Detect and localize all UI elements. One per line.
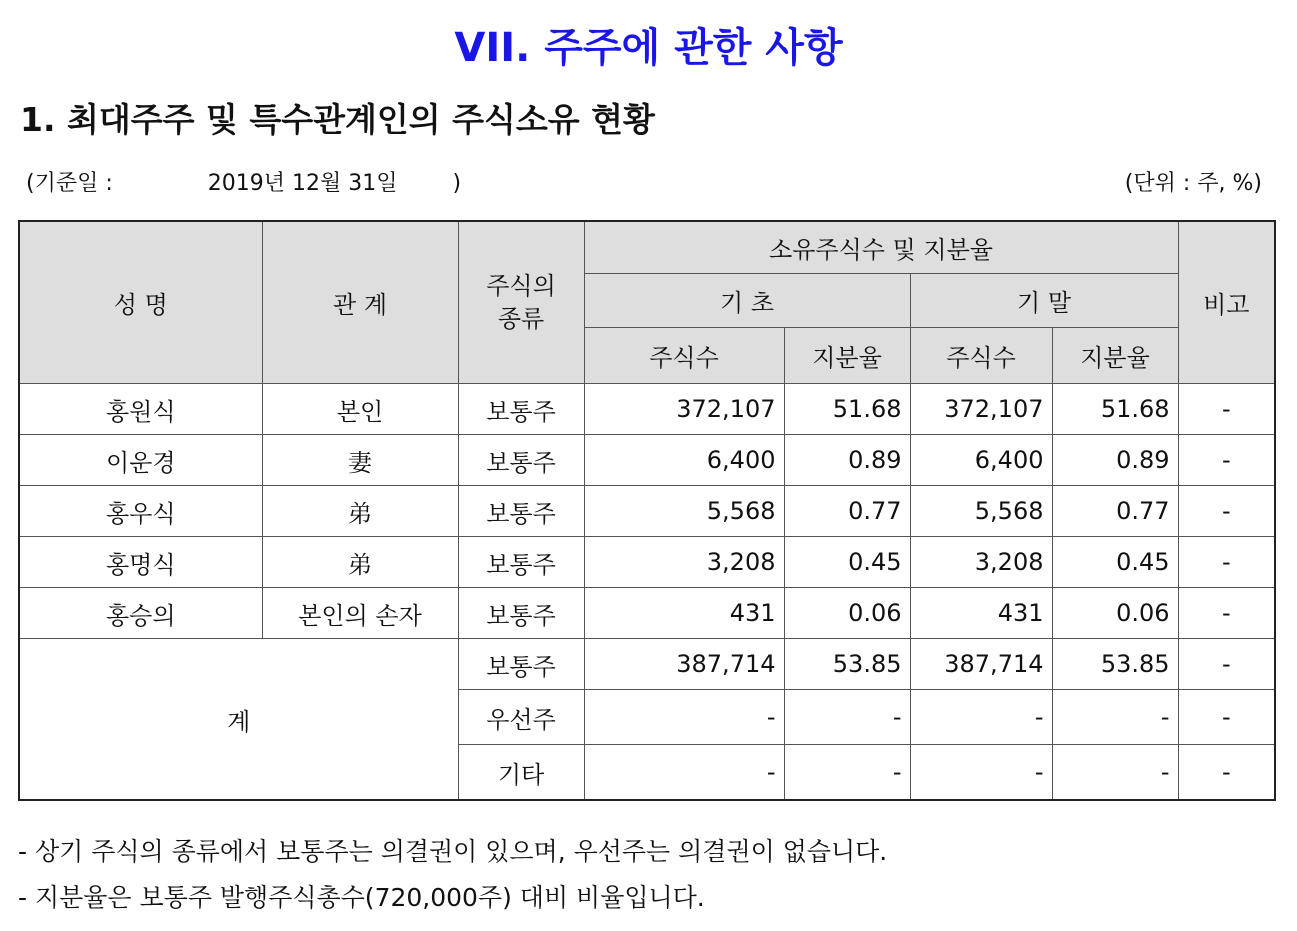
- cell-relation: 弟: [262, 486, 458, 537]
- page-subtitle: 1. 최대주주 및 특수관계인의 주식소유 현황: [20, 100, 655, 139]
- header-holdings: 소유주식수 및 지분율: [584, 221, 1178, 274]
- cell-begin-shares: 6,400: [584, 435, 784, 486]
- table-row: [19, 384, 1275, 435]
- table-row: [19, 588, 1275, 639]
- cell-end-shares: 372,107: [910, 384, 1052, 435]
- header-note: 비고: [1178, 221, 1275, 384]
- table-row: [19, 537, 1275, 588]
- cell-begin-ratio: 51.68: [784, 384, 910, 435]
- cell-end-ratio: 53.85: [1052, 639, 1178, 690]
- table-row: [19, 486, 1275, 537]
- unit-label: (단위 : 주, %): [1124, 171, 1262, 196]
- cell-begin-shares: -: [584, 745, 784, 801]
- cell-type: 기타: [458, 745, 584, 801]
- cell-end-ratio: -: [1052, 690, 1178, 745]
- cell-note: -: [1178, 745, 1275, 801]
- header-end-shares: 주식수: [910, 328, 1052, 384]
- cell-type: 보통주: [458, 384, 584, 435]
- cell-begin-shares: -: [584, 690, 784, 745]
- cell-name: 홍명식: [19, 537, 262, 588]
- header-begin-shares: 주식수: [584, 328, 784, 384]
- cell-relation: 본인: [262, 384, 458, 435]
- cell-relation: 본인의 손자: [262, 588, 458, 639]
- cell-note: -: [1178, 690, 1275, 745]
- cell-name: 이운경: [19, 435, 262, 486]
- total-row: [19, 639, 1275, 690]
- header-begin-ratio: 지분율: [784, 328, 910, 384]
- base-date-line: [26, 166, 461, 197]
- header-begin: 기 초: [584, 274, 910, 328]
- header-end-ratio: 지분율: [1052, 328, 1178, 384]
- cell-begin-ratio: -: [784, 745, 910, 801]
- base-date-value: 2019년 12월 31일: [207, 171, 398, 196]
- cell-note: -: [1178, 537, 1275, 588]
- header-stock-type: 주식의 종류: [458, 221, 584, 384]
- cell-type: 우선주: [458, 690, 584, 745]
- cell-relation: 弟: [262, 537, 458, 588]
- cell-end-shares: 6,400: [910, 435, 1052, 486]
- cell-type: 보통주: [458, 435, 584, 486]
- cell-name: 홍원식: [19, 384, 262, 435]
- total-label: 계: [19, 639, 458, 801]
- cell-end-ratio: -: [1052, 745, 1178, 801]
- cell-begin-ratio: 0.77: [784, 486, 910, 537]
- base-date-close: ): [452, 171, 462, 196]
- cell-type: 보통주: [458, 588, 584, 639]
- cell-begin-ratio: 0.45: [784, 537, 910, 588]
- cell-note: -: [1178, 384, 1275, 435]
- cell-end-shares: -: [910, 690, 1052, 745]
- section-title: VII. 주주에 관한 사항: [454, 25, 843, 71]
- cell-end-shares: 5,568: [910, 486, 1052, 537]
- cell-type: 보통주: [458, 486, 584, 537]
- cell-end-ratio: 0.77: [1052, 486, 1178, 537]
- cell-begin-ratio: 0.89: [784, 435, 910, 486]
- footnote-voting-rights: - 상기 주식의 종류에서 보통주는 의결권이 있으며, 우선주는 의결권이 없습니다.: [18, 837, 888, 866]
- cell-end-shares: 3,208: [910, 537, 1052, 588]
- cell-begin-ratio: 0.06: [784, 588, 910, 639]
- cell-note: -: [1178, 588, 1275, 639]
- cell-begin-ratio: -: [784, 690, 910, 745]
- cell-end-shares: -: [910, 745, 1052, 801]
- cell-end-ratio: 51.68: [1052, 384, 1178, 435]
- cell-begin-shares: 372,107: [584, 384, 784, 435]
- cell-begin-shares: 387,714: [584, 639, 784, 690]
- header-relation: 관 계: [262, 221, 458, 384]
- cell-note: -: [1178, 486, 1275, 537]
- cell-begin-ratio: 53.85: [784, 639, 910, 690]
- cell-begin-shares: 431: [584, 588, 784, 639]
- cell-begin-shares: 3,208: [584, 537, 784, 588]
- cell-begin-shares: 5,568: [584, 486, 784, 537]
- table-header-row: [19, 221, 1275, 274]
- cell-name: 홍우식: [19, 486, 262, 537]
- header-end: 기 말: [910, 274, 1178, 328]
- cell-type: 보통주: [458, 639, 584, 690]
- cell-end-shares: 431: [910, 588, 1052, 639]
- header-name: 성 명: [19, 221, 262, 384]
- cell-relation: 妻: [262, 435, 458, 486]
- table-row: [19, 435, 1275, 486]
- cell-note: -: [1178, 435, 1275, 486]
- cell-end-ratio: 0.06: [1052, 588, 1178, 639]
- cell-end-ratio: 0.89: [1052, 435, 1178, 486]
- base-date-label: (기준일 :: [26, 171, 113, 196]
- cell-end-shares: 387,714: [910, 639, 1052, 690]
- cell-name: 홍승의: [19, 588, 262, 639]
- shareholding-table: [18, 220, 1276, 801]
- cell-end-ratio: 0.45: [1052, 537, 1178, 588]
- footnote-ratio-basis: - 지분율은 보통주 발행주식총수(720,000주) 대비 비율입니다.: [18, 883, 705, 912]
- cell-type: 보통주: [458, 537, 584, 588]
- cell-note: -: [1178, 639, 1275, 690]
